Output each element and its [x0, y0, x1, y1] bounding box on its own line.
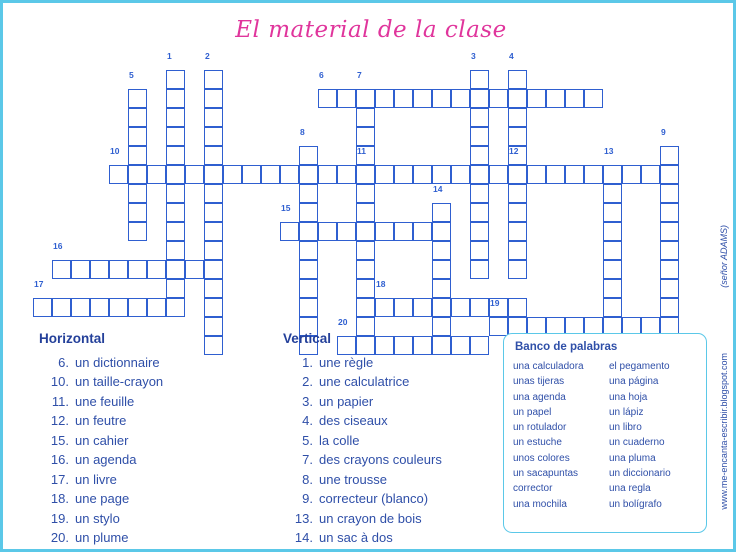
crossword-cell[interactable] — [33, 298, 52, 317]
word-bank-item: unas tijeras — [513, 376, 565, 388]
crossword-cell[interactable] — [603, 260, 622, 279]
crossword-cell[interactable] — [128, 108, 147, 127]
crossword-cell[interactable] — [508, 260, 527, 279]
crossword-cell[interactable] — [52, 260, 71, 279]
vertical-clue-number: 4. — [302, 413, 313, 428]
word-bank-item: un cuaderno — [609, 437, 665, 449]
crossword-cell[interactable] — [470, 89, 489, 108]
crossword-cell[interactable] — [261, 165, 280, 184]
crossword-cell[interactable] — [603, 279, 622, 298]
cell-number: 10 — [110, 146, 120, 156]
crossword-cell[interactable] — [470, 184, 489, 203]
crossword-cell[interactable] — [166, 165, 185, 184]
crossword-cell[interactable] — [223, 165, 242, 184]
crossword-cell[interactable] — [451, 298, 470, 317]
word-bank-item: un sacapuntas — [513, 468, 579, 480]
word-bank-item: un lápiz — [609, 406, 644, 418]
crossword-cell[interactable] — [470, 222, 489, 241]
crossword-cell[interactable] — [584, 165, 603, 184]
crossword-cell[interactable] — [603, 241, 622, 260]
crossword-cell[interactable] — [204, 260, 223, 279]
crossword-cell[interactable] — [90, 260, 109, 279]
horizontal-clue — [39, 450, 269, 470]
word-bank-column-left — [513, 359, 601, 512]
horizontal-heading: Horizontal — [39, 331, 105, 346]
crossword-cell[interactable] — [128, 298, 147, 317]
cell-number: 5 — [129, 70, 134, 80]
vertical-clue — [283, 509, 503, 529]
crossword-cell[interactable] — [432, 222, 451, 241]
crossword-cell[interactable] — [508, 298, 527, 317]
vertical-clue — [283, 392, 503, 412]
crossword-cell[interactable] — [470, 146, 489, 165]
crossword-cell[interactable] — [109, 260, 128, 279]
crossword-cell[interactable] — [204, 108, 223, 127]
crossword-cell[interactable] — [204, 279, 223, 298]
vertical-clue-number: 1. — [302, 354, 313, 370]
crossword-cell[interactable] — [299, 298, 318, 317]
crossword-cell[interactable] — [356, 184, 375, 203]
horizontal-clue-number: 16. — [50, 452, 69, 467]
vertical-clues — [283, 329, 503, 548]
vertical-clue — [283, 489, 503, 509]
vertical-clue-number: 13. — [294, 510, 313, 526]
crossword-cell[interactable] — [128, 184, 147, 203]
cell-number: 17 — [34, 279, 44, 289]
vertical-clue — [283, 372, 503, 392]
crossword-cell[interactable] — [337, 89, 356, 108]
crossword-cell[interactable] — [375, 165, 394, 184]
horizontal-clue-number: 19. — [50, 510, 69, 526]
crossword-cell[interactable] — [451, 165, 470, 184]
crossword-cell[interactable] — [508, 222, 527, 241]
cell-number: 18 — [376, 279, 386, 289]
word-bank — [503, 333, 707, 533]
crossword-cell[interactable] — [508, 241, 527, 260]
crossword-cell[interactable] — [489, 165, 508, 184]
crossword-cell[interactable] — [508, 165, 527, 184]
crossword-cell[interactable] — [204, 203, 223, 222]
crossword-cell[interactable] — [128, 127, 147, 146]
horizontal-clue — [39, 509, 269, 529]
crossword-cell[interactable] — [356, 108, 375, 127]
crossword-cell[interactable] — [299, 222, 318, 241]
vertical-clue-text: un papier — [319, 393, 374, 409]
crossword-cell[interactable] — [356, 203, 375, 222]
crossword-cell[interactable] — [660, 222, 679, 241]
crossword-cell[interactable] — [470, 298, 489, 317]
word-bank-item: un libro — [609, 422, 642, 434]
horizontal-clue-text: un taille-crayon — [75, 374, 164, 389]
crossword-cell[interactable] — [71, 260, 90, 279]
word-bank-item: una página — [609, 376, 659, 388]
crossword-cell[interactable] — [299, 279, 318, 298]
cell-number: 12 — [509, 146, 519, 156]
horizontal-clue — [39, 392, 269, 412]
vertical-clue-number: 5. — [302, 432, 313, 448]
crossword-cell[interactable] — [318, 89, 337, 108]
crossword-cell[interactable] — [204, 184, 223, 203]
crossword-cell[interactable] — [299, 260, 318, 279]
crossword-cell[interactable] — [356, 260, 375, 279]
crossword-cell[interactable] — [470, 70, 489, 89]
crossword-cell[interactable] — [166, 70, 185, 89]
cell-number: 7 — [357, 70, 362, 80]
crossword-cell[interactable] — [128, 222, 147, 241]
cell-number: 8 — [300, 127, 305, 137]
word-bank-item: corrector — [513, 483, 553, 495]
crossword-cell[interactable] — [508, 127, 527, 146]
horizontal-clue-text: un feutre — [75, 413, 127, 428]
crossword-cell[interactable] — [527, 165, 546, 184]
crossword-cell[interactable] — [508, 70, 527, 89]
vertical-clue — [283, 528, 503, 548]
vertical-clue-text: un crayon de bois — [319, 510, 422, 526]
crossword-cell[interactable] — [128, 89, 147, 108]
cell-number: 15 — [281, 203, 291, 213]
word-bank-item: un rotulador — [513, 422, 567, 434]
horizontal-clue-list — [39, 353, 269, 548]
crossword-cell[interactable] — [299, 203, 318, 222]
vertical-clue-number: 14. — [294, 530, 313, 545]
word-bank-item: unos colores — [513, 452, 570, 464]
word-bank-item: una calculadora — [513, 361, 584, 372]
horizontal-clue-text: un dictionnaire — [75, 354, 160, 370]
vertical-clue-text: un sac à dos — [319, 530, 393, 545]
crossword-cell[interactable] — [394, 165, 413, 184]
horizontal-clue-text: une feuille — [75, 393, 135, 409]
crossword-cell[interactable] — [166, 222, 185, 241]
crossword-cell[interactable] — [451, 89, 470, 108]
word-bank-item: un papel — [513, 406, 552, 418]
horizontal-clue — [39, 470, 269, 490]
horizontal-clue-text: une page — [75, 491, 130, 506]
crossword-cell[interactable] — [204, 70, 223, 89]
crossword-cell[interactable] — [470, 127, 489, 146]
crossword-cell[interactable] — [52, 298, 71, 317]
crossword-cell[interactable] — [166, 298, 185, 317]
crossword-cell[interactable] — [356, 89, 375, 108]
crossword-cell[interactable] — [565, 165, 584, 184]
vertical-clue-number: 9. — [302, 491, 313, 506]
horizontal-clue-number: 11. — [51, 393, 69, 409]
crossword-cell[interactable] — [603, 222, 622, 241]
crossword-cell[interactable] — [660, 203, 679, 222]
blog-url: www.me-encanta-escribir.blogspot.com — [719, 353, 729, 510]
word-bank-item: un diccionario — [609, 468, 671, 480]
horizontal-clue-number: 10. — [50, 374, 69, 389]
crossword-cell[interactable] — [508, 184, 527, 203]
crossword-cell[interactable] — [356, 241, 375, 260]
crossword-cell[interactable] — [413, 165, 432, 184]
word-bank-item: una hoja — [609, 391, 648, 403]
crossword-cell[interactable] — [356, 127, 375, 146]
word-bank-column-right — [609, 359, 697, 512]
horizontal-clue — [39, 528, 269, 548]
crossword-grid[interactable] — [33, 51, 709, 327]
vertical-clue-text: la colle — [319, 432, 360, 448]
horizontal-clue-number: 6. — [58, 354, 69, 370]
crossword-cell[interactable] — [413, 89, 432, 108]
crossword-cell[interactable] — [356, 165, 375, 184]
crossword-cell[interactable] — [318, 222, 337, 241]
vertical-clue — [283, 431, 503, 451]
vertical-clue — [283, 353, 503, 373]
crossword-cell[interactable] — [508, 108, 527, 127]
cell-number: 13 — [604, 146, 614, 156]
word-bank-item: una agenda — [513, 391, 566, 403]
crossword-cell[interactable] — [299, 241, 318, 260]
vertical-clue-text: une calculatrice — [319, 374, 410, 389]
crossword-cell[interactable] — [660, 260, 679, 279]
vertical-clue-text: une règle — [319, 354, 374, 370]
vertical-clue-text: des ciseaux — [319, 413, 388, 428]
author-credit: (señor ADAMS) — [719, 225, 729, 288]
vertical-clue-number: 3. — [302, 393, 313, 409]
crossword-cell[interactable] — [337, 222, 356, 241]
crossword-cell[interactable] — [109, 298, 128, 317]
crossword-cell[interactable] — [660, 241, 679, 260]
crossword-cell[interactable] — [603, 298, 622, 317]
crossword-cell[interactable] — [470, 203, 489, 222]
cell-number: 19 — [490, 298, 500, 308]
horizontal-clues — [39, 329, 269, 548]
crossword-cell[interactable] — [166, 203, 185, 222]
page-title: El material de la clase — [235, 17, 507, 43]
crossword-cell[interactable] — [584, 89, 603, 108]
crossword-cell[interactable] — [204, 165, 223, 184]
crossword-cell[interactable] — [337, 165, 356, 184]
horizontal-clue-number: 18. — [50, 491, 69, 506]
crossword-cell[interactable] — [242, 165, 261, 184]
crossword-cell[interactable] — [432, 241, 451, 260]
crossword-cell[interactable] — [147, 165, 166, 184]
crossword-cell[interactable] — [280, 165, 299, 184]
cell-number: 3 — [471, 51, 476, 61]
crossword-cell[interactable] — [280, 222, 299, 241]
horizontal-clue — [39, 353, 269, 373]
crossword-cell[interactable] — [204, 298, 223, 317]
crossword-cell[interactable] — [432, 165, 451, 184]
vertical-clue-text: une trousse — [319, 471, 387, 487]
crossword-cell[interactable] — [204, 241, 223, 260]
word-bank-item: una mochila — [513, 498, 567, 510]
horizontal-clue-text: un cahier — [75, 432, 129, 448]
cell-number: 4 — [509, 51, 514, 61]
vertical-clue-number: 8. — [302, 471, 313, 487]
crossword-cell[interactable] — [128, 260, 147, 279]
crossword-cell[interactable] — [641, 165, 660, 184]
crossword-cell[interactable] — [166, 127, 185, 146]
crossword-cell[interactable] — [375, 298, 394, 317]
crossword-cell[interactable] — [432, 203, 451, 222]
horizontal-clue-number: 15. — [50, 432, 69, 448]
crossword-cell[interactable] — [603, 165, 622, 184]
vertical-heading: Vertical — [283, 331, 332, 346]
crossword-cell[interactable] — [71, 298, 90, 317]
vertical-clue-text: correcteur (blanco) — [319, 491, 429, 506]
crossword-cell[interactable] — [660, 146, 679, 165]
crossword-cell[interactable] — [432, 298, 451, 317]
crossword-cell[interactable] — [432, 89, 451, 108]
word-bank-item: el pegamento — [609, 361, 670, 372]
crossword-cell[interactable] — [185, 165, 204, 184]
crossword-cell[interactable] — [660, 279, 679, 298]
crossword-cell[interactable] — [166, 279, 185, 298]
crossword-cell[interactable] — [660, 298, 679, 317]
crossword-cell[interactable] — [527, 89, 546, 108]
crossword-cell[interactable] — [128, 203, 147, 222]
cell-number: 9 — [661, 127, 666, 137]
cell-number: 1 — [167, 51, 172, 61]
vertical-clue-number: 2. — [302, 374, 313, 389]
crossword-cell[interactable] — [147, 298, 166, 317]
horizontal-clue-text: un agenda — [75, 452, 137, 467]
crossword-cell[interactable] — [660, 165, 679, 184]
horizontal-clue — [39, 411, 269, 431]
vertical-clue-number: 7. — [302, 452, 313, 467]
crossword-cell[interactable] — [299, 165, 318, 184]
crossword-cell[interactable] — [394, 222, 413, 241]
cell-number: 20 — [338, 317, 348, 327]
crossword-cell[interactable] — [660, 184, 679, 203]
horizontal-clue-number: 12. — [50, 413, 69, 428]
vertical-clue — [283, 470, 503, 490]
vertical-clue — [283, 411, 503, 431]
crossword-cell[interactable] — [318, 165, 337, 184]
horizontal-clue — [39, 489, 269, 509]
crossword-cell[interactable] — [204, 222, 223, 241]
crossword-cell[interactable] — [90, 298, 109, 317]
crossword-cell[interactable] — [166, 260, 185, 279]
vertical-clue-text: des crayons couleurs — [319, 452, 442, 467]
word-bank-item: un estuche — [513, 437, 562, 449]
crossword-cell[interactable] — [489, 89, 508, 108]
crossword-cell[interactable] — [470, 165, 489, 184]
crossword-cell[interactable] — [508, 89, 527, 108]
horizontal-clue-text: un plume — [75, 530, 129, 545]
crossword-cell[interactable] — [603, 184, 622, 203]
crossword-cell[interactable] — [508, 203, 527, 222]
vertical-clue — [283, 450, 503, 470]
crossword-cell[interactable] — [166, 241, 185, 260]
crossword-cell[interactable] — [413, 298, 432, 317]
crossword-cell[interactable] — [204, 127, 223, 146]
word-bank-item: un bolígrafo — [609, 498, 662, 510]
crossword-cell[interactable] — [546, 89, 565, 108]
crossword-cell[interactable] — [470, 260, 489, 279]
crossword-cell[interactable] — [565, 89, 584, 108]
crossword-cell[interactable] — [603, 203, 622, 222]
crossword-cell[interactable] — [622, 165, 641, 184]
crossword-cell[interactable] — [166, 184, 185, 203]
crossword-cell[interactable] — [356, 279, 375, 298]
crossword-cell[interactable] — [185, 260, 204, 279]
vertical-clue-list — [283, 353, 503, 548]
cell-number: 14 — [433, 184, 443, 194]
crossword-cell[interactable] — [299, 146, 318, 165]
crossword-cell[interactable] — [204, 146, 223, 165]
word-bank-item: una regla — [609, 483, 651, 495]
crossword-cell[interactable] — [147, 260, 166, 279]
crossword-cell[interactable] — [470, 108, 489, 127]
crossword-cell[interactable] — [546, 165, 565, 184]
crossword-cell[interactable] — [299, 184, 318, 203]
horizontal-clue-text: un livre — [75, 471, 117, 487]
crossword-cell[interactable] — [375, 89, 394, 108]
crossword-cell[interactable] — [470, 241, 489, 260]
crossword-cell[interactable] — [394, 89, 413, 108]
cell-number: 2 — [205, 51, 210, 61]
horizontal-clue-text: un stylo — [75, 510, 120, 526]
crossword-cell[interactable] — [166, 146, 185, 165]
cell-number: 11 — [357, 146, 366, 156]
crossword-cell[interactable] — [432, 279, 451, 298]
crossword-cell[interactable] — [166, 89, 185, 108]
crossword-cell[interactable] — [109, 165, 128, 184]
horizontal-clue — [39, 372, 269, 392]
horizontal-clue-number: 17. — [50, 471, 69, 487]
cell-number: 16 — [53, 241, 63, 251]
crossword-cell[interactable] — [166, 108, 185, 127]
horizontal-clue — [39, 431, 269, 451]
crossword-cell[interactable] — [204, 89, 223, 108]
crossword-cell[interactable] — [375, 222, 394, 241]
crossword-cell[interactable] — [394, 298, 413, 317]
crossword-cell[interactable] — [432, 260, 451, 279]
crossword-cell[interactable] — [128, 165, 147, 184]
cell-number: 6 — [319, 70, 324, 80]
crossword-cell[interactable] — [356, 222, 375, 241]
crossword-cell[interactable] — [128, 146, 147, 165]
horizontal-clue-number: 20. — [50, 530, 69, 545]
word-bank-item: una pluma — [609, 452, 656, 464]
word-bank-heading: Banco de palabras — [515, 341, 618, 353]
crossword-cell[interactable] — [413, 222, 432, 241]
crossword-cell[interactable] — [356, 298, 375, 317]
